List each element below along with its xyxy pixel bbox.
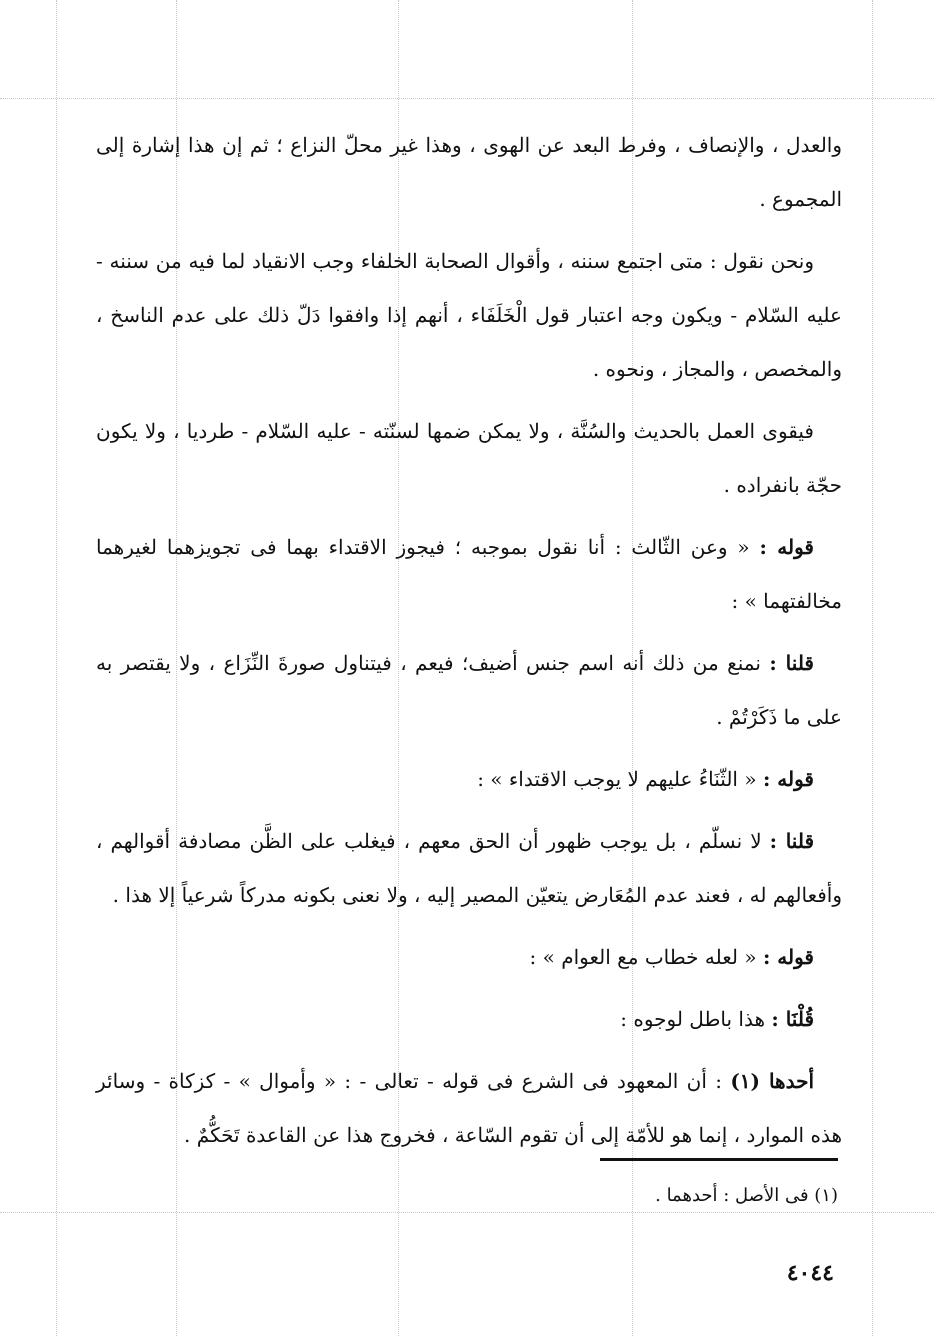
paragraph-lead: قوله :	[762, 945, 814, 969]
scan-guide-line	[0, 98, 934, 99]
paragraph-text: فيقوى العمل بالحديث والسُنَّة ، ولا يمكن ضمها لسنّته - عليه السّلام - طرديا ، ولا يكون حجّة بانفراده .	[96, 419, 842, 497]
page-body	[96, 118, 842, 1170]
paragraph-lead: قوله :	[762, 767, 814, 791]
paragraph	[96, 234, 842, 396]
paragraph	[96, 520, 842, 628]
footnote: (١) فى الأصل : أحدهما .	[655, 1185, 838, 1206]
paragraph-lead: قلنا :	[769, 829, 814, 853]
paragraph	[96, 404, 842, 512]
scan-guide-line	[0, 1212, 934, 1213]
paragraph-text: : أن المعهود فى الشرع فى قوله - تعالى - : « وأموال » - كزكاة - وسائر هذه الموارد ، إنما هو للأمّة إلى أن تقوم السّاعة ، فخروج هذا عن القاعدة تَحَكُّمٌ .	[96, 1069, 842, 1147]
paragraph	[96, 1054, 842, 1162]
paragraph-text: « وعن الثّالث : أنا نقول بموجبه ؛ فيجوز الاقتداء بهما فى تجويزهما لغيرهما مخالفتهما » :	[96, 535, 842, 613]
paragraph	[96, 118, 842, 226]
paragraph-text: « الثّنَاءُ عليهم لا يوجب الاقتداء » :	[477, 767, 763, 791]
scan-guide-line	[872, 0, 873, 1336]
paragraph-lead: قلنا :	[769, 651, 814, 675]
scan-guide-line	[56, 0, 57, 1336]
paragraph-text: « لعله خطاب مع العوام » :	[529, 945, 763, 969]
paragraph-lead: قُلْنَا :	[771, 1007, 814, 1031]
paragraph-lead: أحدها (١)	[730, 1069, 815, 1093]
paragraph-text: نمنع من ذلك أنه اسم جنس أضيف؛ فيعم ، فيتناول صورةَ النِّزَاع ، ولا يقتصر به على ما ذَكَرْتُمْ .	[96, 651, 842, 729]
footnote-separator	[600, 1158, 838, 1161]
paragraph	[96, 992, 842, 1046]
paragraph-text: لا نسلّم ، بل يوجب ظهور أن الحق معهم ، فيغلب على الظَّن مصادفة أقوالهم ، وأفعالهم له ، فعند عدم المُعَارض يتعيّن المصير إليه ، ولا نعنى بكونه مدركاً شرعياً إلا هذا .	[96, 829, 842, 907]
paragraph-lead: قوله :	[759, 535, 814, 559]
paragraph-text: ونحن نقول : متى اجتمع سننه ، وأقوال الصحابة الخلفاء وجب الانقياد لما فيه من سننه - عليه السّلام - ويكون وجه اعتبار قول الْخَلَفَاء ، أنهم إذا وافقوا دَلّ ذلك على عدم الناسخ ، والمخصص ، والمجاز ، ونحوه .	[96, 249, 842, 381]
paragraph-text: هذا باطل لوجوه :	[620, 1007, 772, 1031]
paragraph	[96, 814, 842, 922]
paragraph-text: والعدل ، والإنصاف ، وفرط البعد عن الهوى ، وهذا غير محلّ النزاع ؛ ثم إن هذا إشارة إلى المجموع .	[96, 133, 842, 211]
page-number: ٤٠٤٤	[786, 1260, 834, 1286]
paragraph	[96, 636, 842, 744]
paragraph	[96, 930, 842, 984]
paragraph	[96, 752, 842, 806]
